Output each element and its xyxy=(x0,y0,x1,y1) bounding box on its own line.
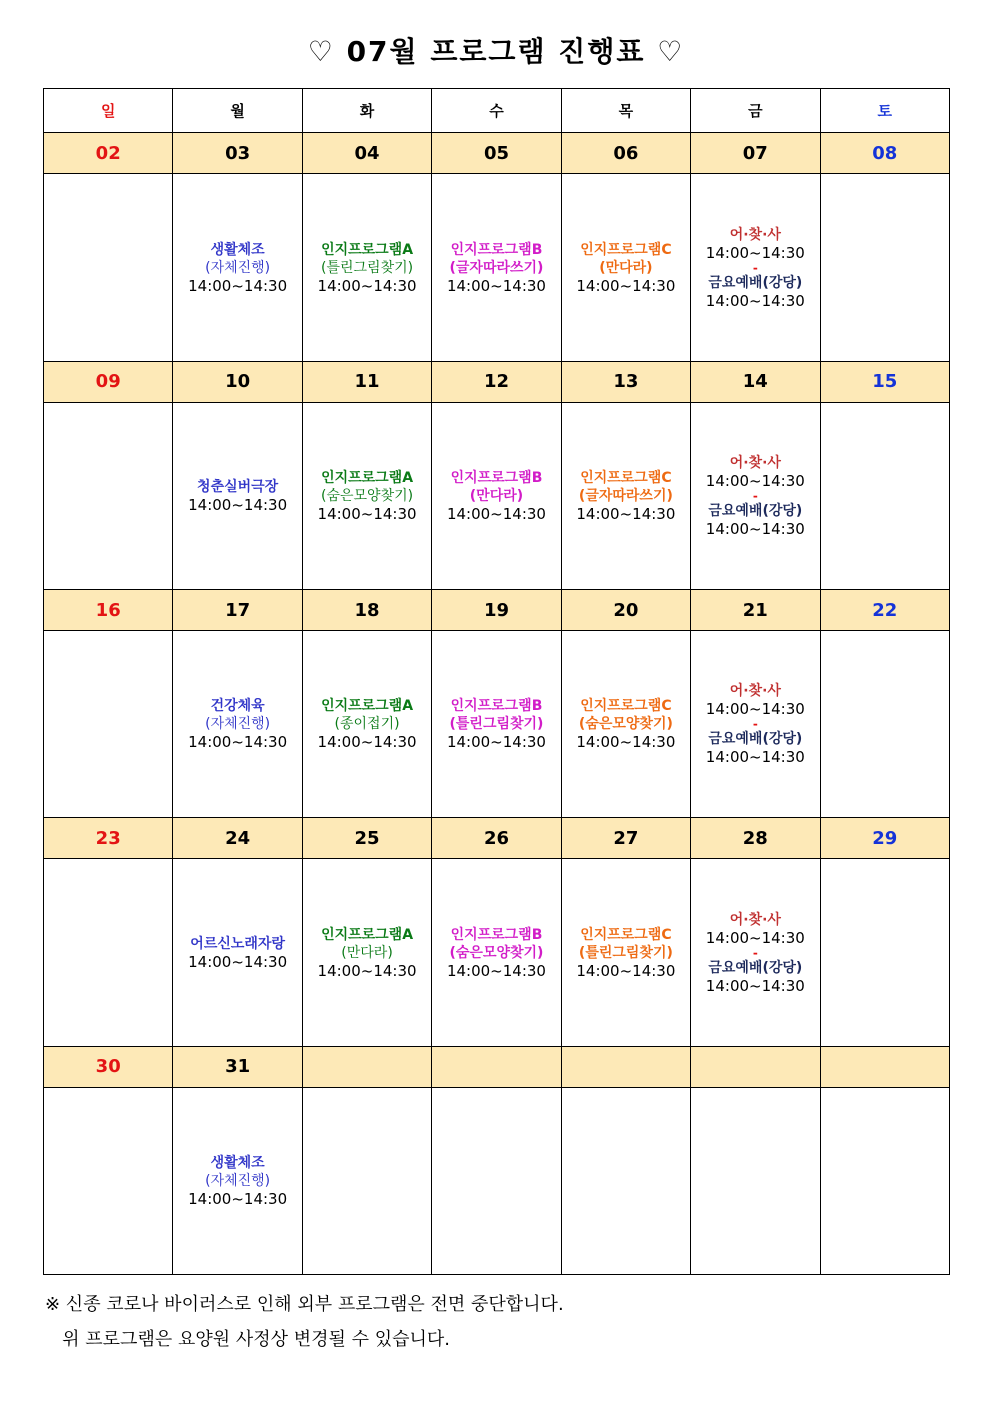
program-time: 14:00~14:30 xyxy=(317,961,417,980)
program-detail: (숨은모양찾기) xyxy=(578,716,673,733)
weekday-thu: 목 xyxy=(561,89,690,133)
program-cell-empty xyxy=(302,1087,431,1274)
date-cell: 10 xyxy=(173,361,302,402)
notice-section xyxy=(45,1287,564,1357)
program-time: 14:00~14:30 xyxy=(188,495,288,514)
program-name: 인지프로그램B xyxy=(450,926,543,943)
program-row xyxy=(44,1087,950,1274)
program-cell xyxy=(173,859,302,1046)
program-cell xyxy=(173,174,302,361)
date-cell: 09 xyxy=(44,361,173,402)
program-name: 인지프로그램C xyxy=(580,469,672,486)
date-cell: 21 xyxy=(691,589,820,630)
date-cell: 04 xyxy=(302,133,431,174)
program-name: 인지프로그램B xyxy=(450,241,543,258)
date-row xyxy=(44,361,950,402)
program-name: 어·찾·사 xyxy=(729,683,781,700)
program-cell xyxy=(302,859,431,1046)
program-name: 생활체조 xyxy=(210,1154,265,1171)
program-name: 인지프로그램C xyxy=(580,698,672,715)
program-time: 14:00~14:30 xyxy=(705,748,805,767)
weekday-mon: 월 xyxy=(173,89,302,133)
program-cell xyxy=(432,859,561,1046)
program-time: 14:00~14:30 xyxy=(446,276,546,295)
program-detail: (틀린그림찾기) xyxy=(449,716,544,733)
program-time: 14:00~14:30 xyxy=(576,733,676,752)
program-cell xyxy=(691,174,820,361)
date-cell: 28 xyxy=(691,818,820,859)
weekday-sun: 일 xyxy=(44,89,173,133)
date-cell: 31 xyxy=(173,1046,302,1087)
program-name: 금요예배(강당) xyxy=(708,959,803,976)
date-cell: 11 xyxy=(302,361,431,402)
program-cell-empty xyxy=(44,174,173,361)
program-separator: - xyxy=(752,945,758,960)
program-row xyxy=(44,174,950,361)
date-cell: 29 xyxy=(820,818,949,859)
date-cell: 30 xyxy=(44,1046,173,1087)
program-cell xyxy=(691,402,820,589)
program-cell-empty xyxy=(44,402,173,589)
program-name: 청춘실버극장 xyxy=(197,478,279,495)
program-cell xyxy=(432,174,561,361)
program-detail: (자체진행) xyxy=(205,1172,271,1189)
date-row xyxy=(44,589,950,630)
program-time: 14:00~14:30 xyxy=(188,952,288,971)
program-separator: - xyxy=(752,717,758,732)
date-cell: 08 xyxy=(820,133,949,174)
date-cell: 20 xyxy=(561,589,690,630)
program-name: 인지프로그램A xyxy=(321,469,414,486)
program-time: 14:00~14:30 xyxy=(446,504,546,523)
program-time: 14:00~14:30 xyxy=(317,276,417,295)
program-cell xyxy=(173,1087,302,1274)
program-separator: - xyxy=(752,260,758,275)
program-row xyxy=(44,402,950,589)
program-cell xyxy=(173,631,302,818)
program-cell-empty xyxy=(820,1087,949,1274)
date-cell: 17 xyxy=(173,589,302,630)
program-cell-empty xyxy=(820,174,949,361)
program-cell xyxy=(691,859,820,1046)
program-time: 14:00~14:30 xyxy=(705,976,805,995)
program-time: 14:00~14:30 xyxy=(188,733,288,752)
program-cell-empty xyxy=(820,859,949,1046)
program-detail: (만다라) xyxy=(469,487,524,504)
date-cell: 13 xyxy=(561,361,690,402)
date-cell xyxy=(561,1046,690,1087)
date-cell: 06 xyxy=(561,133,690,174)
weekday-header-row xyxy=(44,89,950,133)
program-detail: (종이접기) xyxy=(334,716,400,733)
date-cell: 24 xyxy=(173,818,302,859)
program-time: 14:00~14:30 xyxy=(705,519,805,538)
date-cell: 03 xyxy=(173,133,302,174)
program-name: 인지프로그램B xyxy=(450,469,543,486)
program-time: 14:00~14:30 xyxy=(576,504,676,523)
program-detail: (자체진행) xyxy=(205,259,271,276)
date-cell: 12 xyxy=(432,361,561,402)
program-time: 14:00~14:30 xyxy=(317,733,417,752)
program-name: 어·찾·사 xyxy=(729,226,781,243)
program-time: 14:00~14:30 xyxy=(576,961,676,980)
program-name: 인지프로그램B xyxy=(450,698,543,715)
date-cell: 26 xyxy=(432,818,561,859)
page-title: ♡ 07월 프로그램 진행표 ♡ xyxy=(307,35,685,68)
date-cell: 05 xyxy=(432,133,561,174)
program-cell-empty xyxy=(44,1087,173,1274)
weekday-wed: 수 xyxy=(432,89,561,133)
program-cell xyxy=(302,631,431,818)
program-cell xyxy=(561,631,690,818)
program-name: 인지프로그램A xyxy=(321,926,414,943)
program-name: 금요예배(강당) xyxy=(708,274,803,291)
program-name: 인지프로그램A xyxy=(321,241,414,258)
program-name: 어·찾·사 xyxy=(729,911,781,928)
date-cell: 14 xyxy=(691,361,820,402)
program-row xyxy=(44,631,950,818)
program-time: 14:00~14:30 xyxy=(188,276,288,295)
program-name: 인지프로그램C xyxy=(580,926,672,943)
program-cell xyxy=(432,631,561,818)
notice-line: 위 프로그램은 요양원 사정상 변경될 수 있습니다. xyxy=(45,1329,450,1350)
program-cell xyxy=(561,402,690,589)
program-time: 14:00~14:30 xyxy=(705,243,805,262)
date-cell: 15 xyxy=(820,361,949,402)
program-detail: (만다라) xyxy=(599,259,653,276)
date-cell: 07 xyxy=(691,133,820,174)
program-cell xyxy=(302,174,431,361)
program-time: 14:00~14:30 xyxy=(576,276,676,295)
date-cell: 02 xyxy=(44,133,173,174)
program-cell xyxy=(691,631,820,818)
program-detail: (글자따라쓰기) xyxy=(578,487,673,504)
program-cell-empty xyxy=(561,1087,690,1274)
program-cell xyxy=(561,859,690,1046)
program-detail: (틀린그림찾기) xyxy=(578,944,673,961)
date-cell: 16 xyxy=(44,589,173,630)
program-time: 14:00~14:30 xyxy=(705,700,805,719)
date-cell xyxy=(691,1046,820,1087)
program-detail: (틀린그림찾기) xyxy=(321,259,414,276)
date-cell xyxy=(432,1046,561,1087)
program-name: 인지프로그램C xyxy=(580,241,672,258)
program-detail: (만다라) xyxy=(341,944,393,961)
program-detail: (글자따라쓰기) xyxy=(449,259,544,276)
program-time: 14:00~14:30 xyxy=(317,504,417,523)
date-row xyxy=(44,818,950,859)
weekday-tue: 화 xyxy=(302,89,431,133)
date-cell xyxy=(302,1046,431,1087)
program-time: 14:00~14:30 xyxy=(446,961,546,980)
program-name: 어르신노래자랑 xyxy=(190,935,285,952)
program-name: 금요예배(강당) xyxy=(708,502,803,519)
program-cell xyxy=(432,402,561,589)
program-cell-empty xyxy=(820,402,949,589)
program-time: 14:00~14:30 xyxy=(446,733,546,752)
program-row xyxy=(44,859,950,1046)
program-time: 14:00~14:30 xyxy=(705,471,805,490)
program-name: 인지프로그램A xyxy=(321,698,414,715)
program-name: 생활체조 xyxy=(210,241,265,258)
program-separator: - xyxy=(752,488,758,503)
program-detail: (자체진행) xyxy=(205,716,271,733)
weekday-sat: 토 xyxy=(820,89,949,133)
program-name: 건강체육 xyxy=(210,698,265,715)
date-cell: 18 xyxy=(302,589,431,630)
program-cell xyxy=(302,402,431,589)
date-row xyxy=(44,133,950,174)
date-row xyxy=(44,1046,950,1087)
program-cell-empty xyxy=(44,631,173,818)
program-name: 어·찾·사 xyxy=(729,454,781,471)
program-cell-empty xyxy=(44,859,173,1046)
program-time: 14:00~14:30 xyxy=(188,1189,288,1208)
weekday-fri: 금 xyxy=(691,89,820,133)
program-detail: (숨은모양찾기) xyxy=(321,487,414,504)
date-cell xyxy=(820,1046,949,1087)
date-cell: 27 xyxy=(561,818,690,859)
program-cell xyxy=(173,402,302,589)
program-cell xyxy=(561,174,690,361)
program-cell-empty xyxy=(820,631,949,818)
program-detail: (숨은모양찾기) xyxy=(449,944,544,961)
program-cell-empty xyxy=(691,1087,820,1274)
program-name: 금요예배(강당) xyxy=(708,731,803,748)
date-cell: 25 xyxy=(302,818,431,859)
program-time: 14:00~14:30 xyxy=(705,928,805,947)
notice-line: ※ 신종 코로나 바이러스로 인해 외부 프로그램은 전면 중단합니다. xyxy=(45,1294,564,1315)
date-cell: 19 xyxy=(432,589,561,630)
date-cell: 22 xyxy=(820,589,949,630)
date-cell: 23 xyxy=(44,818,173,859)
program-time: 14:00~14:30 xyxy=(705,291,805,310)
program-cell-empty xyxy=(432,1087,561,1274)
program-calendar xyxy=(43,88,950,1275)
